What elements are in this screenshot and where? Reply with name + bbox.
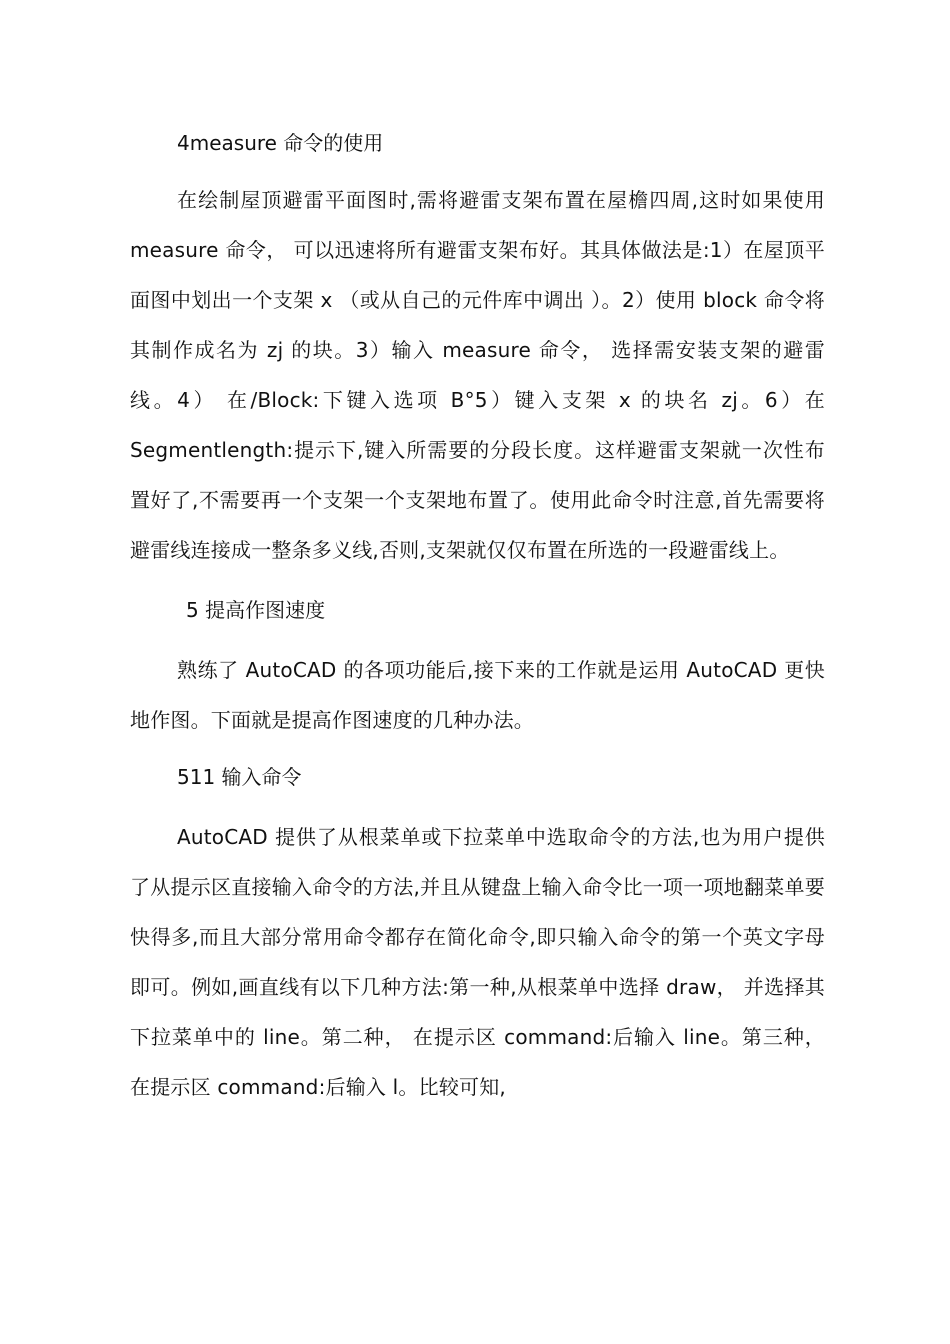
paragraph-input-commands: AutoCAD 提供了从根菜单或下拉菜单中选取命令的方法,也为用户提供了从提示区直接输入命令的方法,并且从键盘上输入命令比一项一项地翻菜单要快得多,而且大部分常用命令都存在简化命令,即只输入命令的第一个英文字母即可。例如,画直线有以下几种方法:第一种,从根菜单中选择 draw， 并选择其下拉菜单中的 line。第二种， 在提示区 command:后输入 line。第三种， 在提示区 command:后输入 l。比较可知, bbox=[130, 825, 825, 1099]
section-heading-measure: 4measure 命令的使用 bbox=[177, 131, 384, 155]
section-heading-input-commands: 511 输入命令 bbox=[177, 765, 302, 789]
section-heading-drawing-speed: 5 提高作图速度 bbox=[186, 598, 326, 622]
document-body bbox=[130, 118, 825, 1112]
paragraph-drawing-speed-intro: 熟练了 AutoCAD 的各项功能后,接下来的工作就是运用 AutoCAD 更快地作图。下面就是提高作图速度的几种办法。 bbox=[130, 658, 825, 732]
paragraph-measure-usage: 在绘制屋顶避雷平面图时,需将避雷支架布置在屋檐四周,这时如果使用 measure 命令， 可以迅速将所有避雷支架布好。其具体做法是:1）在屋顶平面图中划出一个支架 x （或从自己的元件库中调出 ）。2）使用 block 命令将其制作成名为 zj 的块。3）输入 measure 命令， 选择需安装支架的避雷线。4） 在/Block:下键入选项 B°5）键入支架 x 的块名 zj。6）在 Segmentlength:提示下,键入所需要的分段长度。这样避雷支架就一次性布置好了,不需要再一个支架一个支架地布置了。使用此命令时注意,首先需要将避雷线连接成一整条多义线,否则,支架就仅仅布置在所选的一段避雷线上。 bbox=[130, 188, 825, 562]
